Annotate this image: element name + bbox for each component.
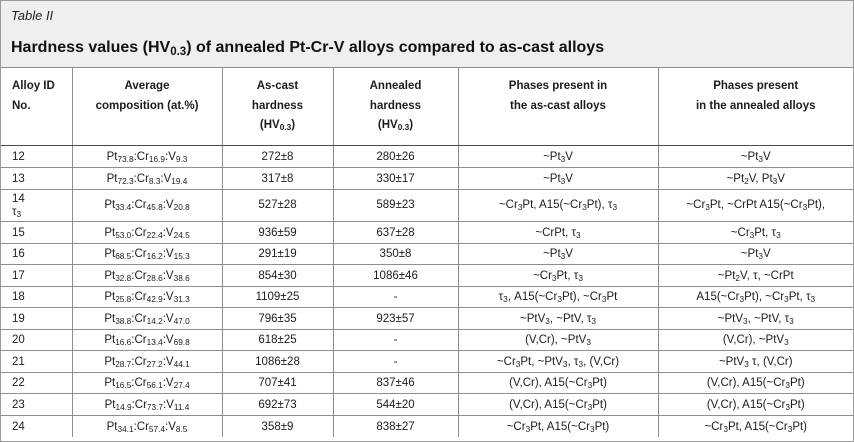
phases-annealed-cell [658,394,853,416]
as-cast-hardness-cell: 796±35 [222,308,333,330]
subscript: 69.8 [173,338,190,348]
subscript: 42.9 [146,295,163,305]
header-row [1,68,853,146]
text-line: $Pt_{28.7}:Cr_{27.2}:V_{44.1}$ [104,355,190,369]
phases-as-cast-cell [458,351,658,373]
subscript: 14.9 [115,402,132,412]
text-line: (V,Cr), $A15(\sim Cr_3Pt)$ [706,377,805,391]
table-row [1,308,853,330]
subscript: 9.3 [175,154,188,164]
text-line: Hardness values $(HV_{0.3})$ of annealed Pt-Cr-V alloys compared to as-cast alloys [11,39,605,59]
phases-annealed-cell [658,330,853,351]
header-as-cast-hardness [222,68,333,146]
text-line: Annealed [369,80,422,92]
subscript: 28.7 [115,359,132,369]
annealed-hardness-cell: - [333,287,458,308]
subscript: 3 [758,154,764,164]
phases-as-cast-cell [458,330,658,351]
text-line: $Pt_{73.8}:Cr_{16.9}:V_{9.3}$ [106,150,188,164]
alloy-id-cell: 13 [1,168,72,190]
subscript: 22.4 [146,230,163,240]
subscript: 3 [557,295,562,305]
table-row [1,168,853,190]
subscript: 33.4 [115,203,132,213]
subscript: 3 [525,424,531,434]
text-line: As-cast [256,80,299,92]
phases-as-cast-cell [458,244,658,265]
annealed-hardness-cell: - [333,330,458,351]
as-cast-hardness-cell: 936±59 [222,222,333,244]
text-line: $\sim Cr_3Pt$, $\tau_3$ [730,226,781,240]
phases-as-cast-cell [458,287,658,308]
subscript: 28.6 [146,273,163,283]
subscript: 16.6 [115,338,132,348]
text-line: $(HV_{0.3})$ [259,119,296,133]
text-line: (V,Cr), ~PtV$_3$ [525,334,591,348]
phases-as-cast-cell [458,308,658,330]
header-composition [72,68,222,146]
subscript: 3 [743,316,748,326]
text-line: $Pt_{16.6}:Cr_{13.4}:V_{69.8}$ [104,334,190,348]
alloy-id-cell: 24 [1,416,72,438]
table-row [1,222,853,244]
text-line: (V,Cr), $A15(\sim Cr_3Pt)$ [509,377,607,391]
subscript: 3 [16,209,22,219]
text-line: hardness [369,99,422,112]
subscript: 38.8 [115,316,132,326]
subscript: 3 [772,176,778,186]
subscript: 16.9 [148,154,166,164]
as-cast-hardness-cell: 1109±25 [222,287,333,308]
alloy-id-cell: 15 [1,222,72,244]
annealed-hardness-cell: 330±17 [333,168,458,190]
annealed-hardness-cell: 544±20 [333,394,458,416]
text-line: $\sim Cr_3Pt$, $A15(\sim Cr_3Pt)$ [704,420,808,434]
subscript: 0.3 [279,123,292,133]
subscript: 31.3 [173,295,190,305]
annealed-hardness-cell: 837±46 [333,373,458,394]
text-line: No. [12,99,31,112]
table-row [1,416,853,438]
subscript: 3 [560,252,566,262]
composition-cell [72,394,222,416]
phases-annealed-cell [658,168,853,190]
as-cast-hardness-cell: 854±30 [222,265,333,287]
subscript: 68.5 [115,252,132,262]
subscript: 32.8 [115,273,132,283]
subscript: 19.4 [171,176,188,186]
phases-annealed-cell [658,373,853,394]
composition-cell [72,190,222,222]
phases-as-cast-cell [458,394,658,416]
text-line: $\sim Pt_3V$ [543,248,573,262]
subscript: 15.3 [173,252,190,262]
subscript: 16.5 [115,381,132,391]
subscript: 3 [612,203,618,213]
alloy-id-cell [1,190,72,222]
alloy-id-cell: 18 [1,287,72,308]
subscript: 3 [582,203,587,213]
subscript: 3 [785,402,790,412]
table-caption-area [1,1,853,67]
composition-cell [72,416,222,438]
subscript: 3 [545,316,550,326]
subscript: 3 [551,273,557,283]
phases-annealed-cell [658,351,853,373]
phases-as-cast-cell [458,373,658,394]
subscript: 73.7 [146,402,164,412]
subscript: 8.5 [175,424,188,434]
text-line: $\sim Cr_3Pt$, $\tau_3$ [533,269,583,283]
subscript: 47.0 [173,316,190,326]
subscript: 3 [578,273,583,283]
subscript: 3 [787,424,793,434]
phases-annealed-cell [658,416,853,438]
text-line: $Pt_{38.8}:Cr_{14.2}:V_{47.0}$ [104,312,190,326]
phases-annealed-cell [658,265,853,287]
subscript: 3 [515,359,521,369]
subscript: 45.8 [146,203,163,213]
subscript: 44.1 [173,359,190,369]
composition-cell [72,168,222,190]
alloy-id-cell: 19 [1,308,72,330]
phases-as-cast-cell [458,416,658,438]
subscript: 34.1 [117,424,134,434]
table-row [1,146,853,168]
subscript: 3 [586,338,591,348]
subscript: 3 [578,359,584,369]
subscript: 2 [744,176,749,186]
subscript: 8.3 [148,176,161,186]
header-phases-as-cast [458,68,658,146]
text-line: Phases present [713,80,799,92]
subscript: 3 [776,230,781,240]
text-line: $\sim Cr_3Pt$, $A15(\sim Cr_3Pt)$, $\tau_3$ [498,199,618,213]
subscript: 73.8 [117,154,134,164]
text-line: $Pt_{25.8}:Cr_{42.9}:V_{31.3}$ [104,291,190,305]
subscript: 3 [789,316,794,326]
phases-annealed-cell [658,222,853,244]
subscript: 3 [784,338,789,348]
subscript: 3 [587,381,593,391]
subscript: 3 [587,402,593,412]
phases-as-cast-cell [458,190,658,222]
composition-cell [72,373,222,394]
composition-cell [72,351,222,373]
text-line: $Pt_{68.5}:Cr_{16.2}:V_{15.3}$ [104,248,190,262]
text-line: $\tau_3$, $A15(\sim Cr_3Pt)$, $\sim Cr_3Pt$ [498,291,618,305]
alloy-id-cell: 21 [1,351,72,373]
subscript: 3 [758,252,764,262]
composition-cell [72,244,222,265]
table-row [1,190,853,222]
text-line: $Pt_{32.8}:Cr_{28.6}:V_{38.6}$ [104,269,190,283]
text-line: hardness [251,99,304,112]
phases-as-cast-cell [458,146,658,168]
subscript: 3 [591,316,596,326]
subscript: 14.2 [146,316,163,326]
as-cast-hardness-cell: 317±8 [222,168,333,190]
annealed-hardness-cell: 1086±46 [333,265,458,287]
subscript: 3 [802,203,808,213]
annealed-hardness-cell: 280±26 [333,146,458,168]
subscript: 24.5 [173,230,190,240]
text-line: $\tau_3$ [12,205,22,219]
as-cast-hardness-cell: 1086±28 [222,351,333,373]
phases-as-cast-cell [458,168,658,190]
subscript: 3 [589,424,595,434]
text-line: (V,Cr), $A15(\sim Cr_3Pt)$ [706,398,805,412]
as-cast-hardness-cell: 618±25 [222,330,333,351]
subscript: 27.2 [146,359,163,369]
annealed-hardness-cell: 923±57 [333,308,458,330]
composition-cell [72,330,222,351]
subscript: 57.4 [148,424,166,434]
text-line: $Pt_{14.9}:Cr_{73.7}:V_{11.4}$ [104,398,190,412]
table-row [1,373,853,394]
text-line: $(HV_{0.3})$ [377,119,414,133]
subscript: 3 [749,230,755,240]
table-label: Table II [11,8,54,23]
text-line: $Pt_{53.0}:Cr_{22.4}:V_{24.5}$ [104,226,190,240]
text-line: Phases present in [508,80,608,92]
annealed-hardness-cell: 838±27 [333,416,458,438]
subscript: 3 [576,230,581,240]
composition-cell [72,265,222,287]
table-row [1,244,853,265]
subscript: 3 [503,295,508,305]
alloy-id-cell: 12 [1,146,72,168]
text-line: 14 [12,192,25,205]
annealed-hardness-cell: 350±8 [333,244,458,265]
table-row [1,265,853,287]
text-line: ~PtV$_3$, ~PtV, $\tau_3$ [519,312,596,326]
subscript: 0.3 [170,46,187,59]
text-line: ~PtV$_3$, ~PtV, $\tau_3$ [717,312,794,326]
as-cast-hardness-cell: 272±8 [222,146,333,168]
subscript: 3 [739,295,745,305]
subscript: 0.3 [397,123,410,133]
text-line: $A15(\sim Cr_3Pt)$, $\sim Cr_3Pt$, $\tau_3$ [696,291,816,305]
subscript: 20.8 [173,203,190,213]
phases-as-cast-cell [458,222,658,244]
subscript: 16.2 [146,252,163,262]
hardness-table [1,67,853,437]
phases-as-cast-cell [458,265,658,287]
subscript: 2 [735,273,741,283]
subscript: 3 [784,295,789,305]
alloy-id-cell: 20 [1,330,72,351]
phases-annealed-cell [658,308,853,330]
subscript: 3 [723,424,728,434]
subscript: 27.4 [173,381,190,391]
as-cast-hardness-cell: 692±73 [222,394,333,416]
text-line: $\sim Cr_3Pt$, $A15(\sim Cr_3Pt)$ [506,420,610,434]
text-line: ~CrPt, $\tau_3$ [535,226,581,240]
text-line: $\sim Pt_2V$, $Pt_3V$ [726,172,785,186]
subscript: 53.0 [115,230,132,240]
annealed-hardness-cell: 637±28 [333,222,458,244]
as-cast-hardness-cell: 358±9 [222,416,333,438]
text-line: $\sim Pt_3V$ [740,248,771,262]
text-line: $\sim Cr_3Pt$, ~PtV$_3$, $\tau_3$, (V,Cr) [496,355,620,369]
text-line: $\sim Pt_2V$, τ, ~CrPt [717,269,794,283]
table-row [1,330,853,351]
text-line: $Pt_{33.4}:Cr_{45.8}:V_{20.8}$ [104,199,190,213]
text-line: Average [124,80,170,92]
text-line: (V,Cr), $A15(\sim Cr_3Pt)$ [509,398,607,412]
subscript: 25.8 [115,295,132,305]
annealed-hardness-cell: 589±23 [333,190,458,222]
table-row [1,351,853,373]
subscript: 38.6 [173,273,190,283]
text-line: $\sim Cr_3Pt$, ~CrPt $A15(\sim Cr_3Pt)$, [686,199,826,213]
subscript: 11.4 [173,402,190,412]
as-cast-hardness-cell: 527±28 [222,190,333,222]
header-annealed-hardness [333,68,458,146]
text-line: $Pt_{16.5}:Cr_{56.1}:V_{27.4}$ [104,377,190,391]
subscript: 3 [744,359,749,369]
subscript: 72.3 [117,176,134,186]
composition-cell [72,308,222,330]
text-line: $\sim Pt_3V$ [740,150,771,164]
header-alloy-id [1,68,72,146]
text-line: $\sim Pt_3V$ [543,150,573,164]
subscript: 3 [810,295,816,305]
annealed-hardness-cell: - [333,351,458,373]
table-row [1,287,853,308]
text-line: Alloy ID [12,80,55,92]
alloy-id-cell: 23 [1,394,72,416]
table-row [1,394,853,416]
alloy-id-cell: 17 [1,265,72,287]
header-phases-annealed [658,68,853,146]
subscript: 3 [705,203,710,213]
text-line: $Pt_{72.3}:Cr_{8.3}:V_{19.4}$ [106,172,188,186]
phases-annealed-cell [658,190,853,222]
composition-cell [72,287,222,308]
composition-cell [72,146,222,168]
subscript: 3 [785,381,790,391]
alloy-id-cell: 22 [1,373,72,394]
subscript: 56.1 [146,381,163,391]
text-line: in the annealed alloys [695,99,816,112]
text-line: $\sim Pt_3V$ [543,172,573,186]
text-line: (V,Cr), ~PtV$_3$ [722,334,789,348]
as-cast-hardness-cell: 291±19 [222,244,333,265]
alloy-id-cell: 16 [1,244,72,265]
text-line: the as-cast alloys [510,99,606,112]
subscript: 3 [601,295,607,305]
text-line: composition (at.%) [95,99,199,112]
text-line: $Pt_{34.1}:Cr_{57.4}:V_{8.5}$ [106,420,188,434]
as-cast-hardness-cell: 707±41 [222,373,333,394]
table-title [11,39,604,57]
phases-annealed-cell [658,146,853,168]
phases-annealed-cell [658,287,853,308]
subscript: 3 [562,359,568,369]
phases-annealed-cell [658,244,853,265]
subscript: 3 [560,176,566,186]
text-line: ~PtV$_3$ τ, (V,Cr) [718,355,793,369]
subscript: 13.4 [146,338,163,348]
subscript: 3 [560,154,566,164]
composition-cell [72,222,222,244]
subscript: 3 [517,203,523,213]
